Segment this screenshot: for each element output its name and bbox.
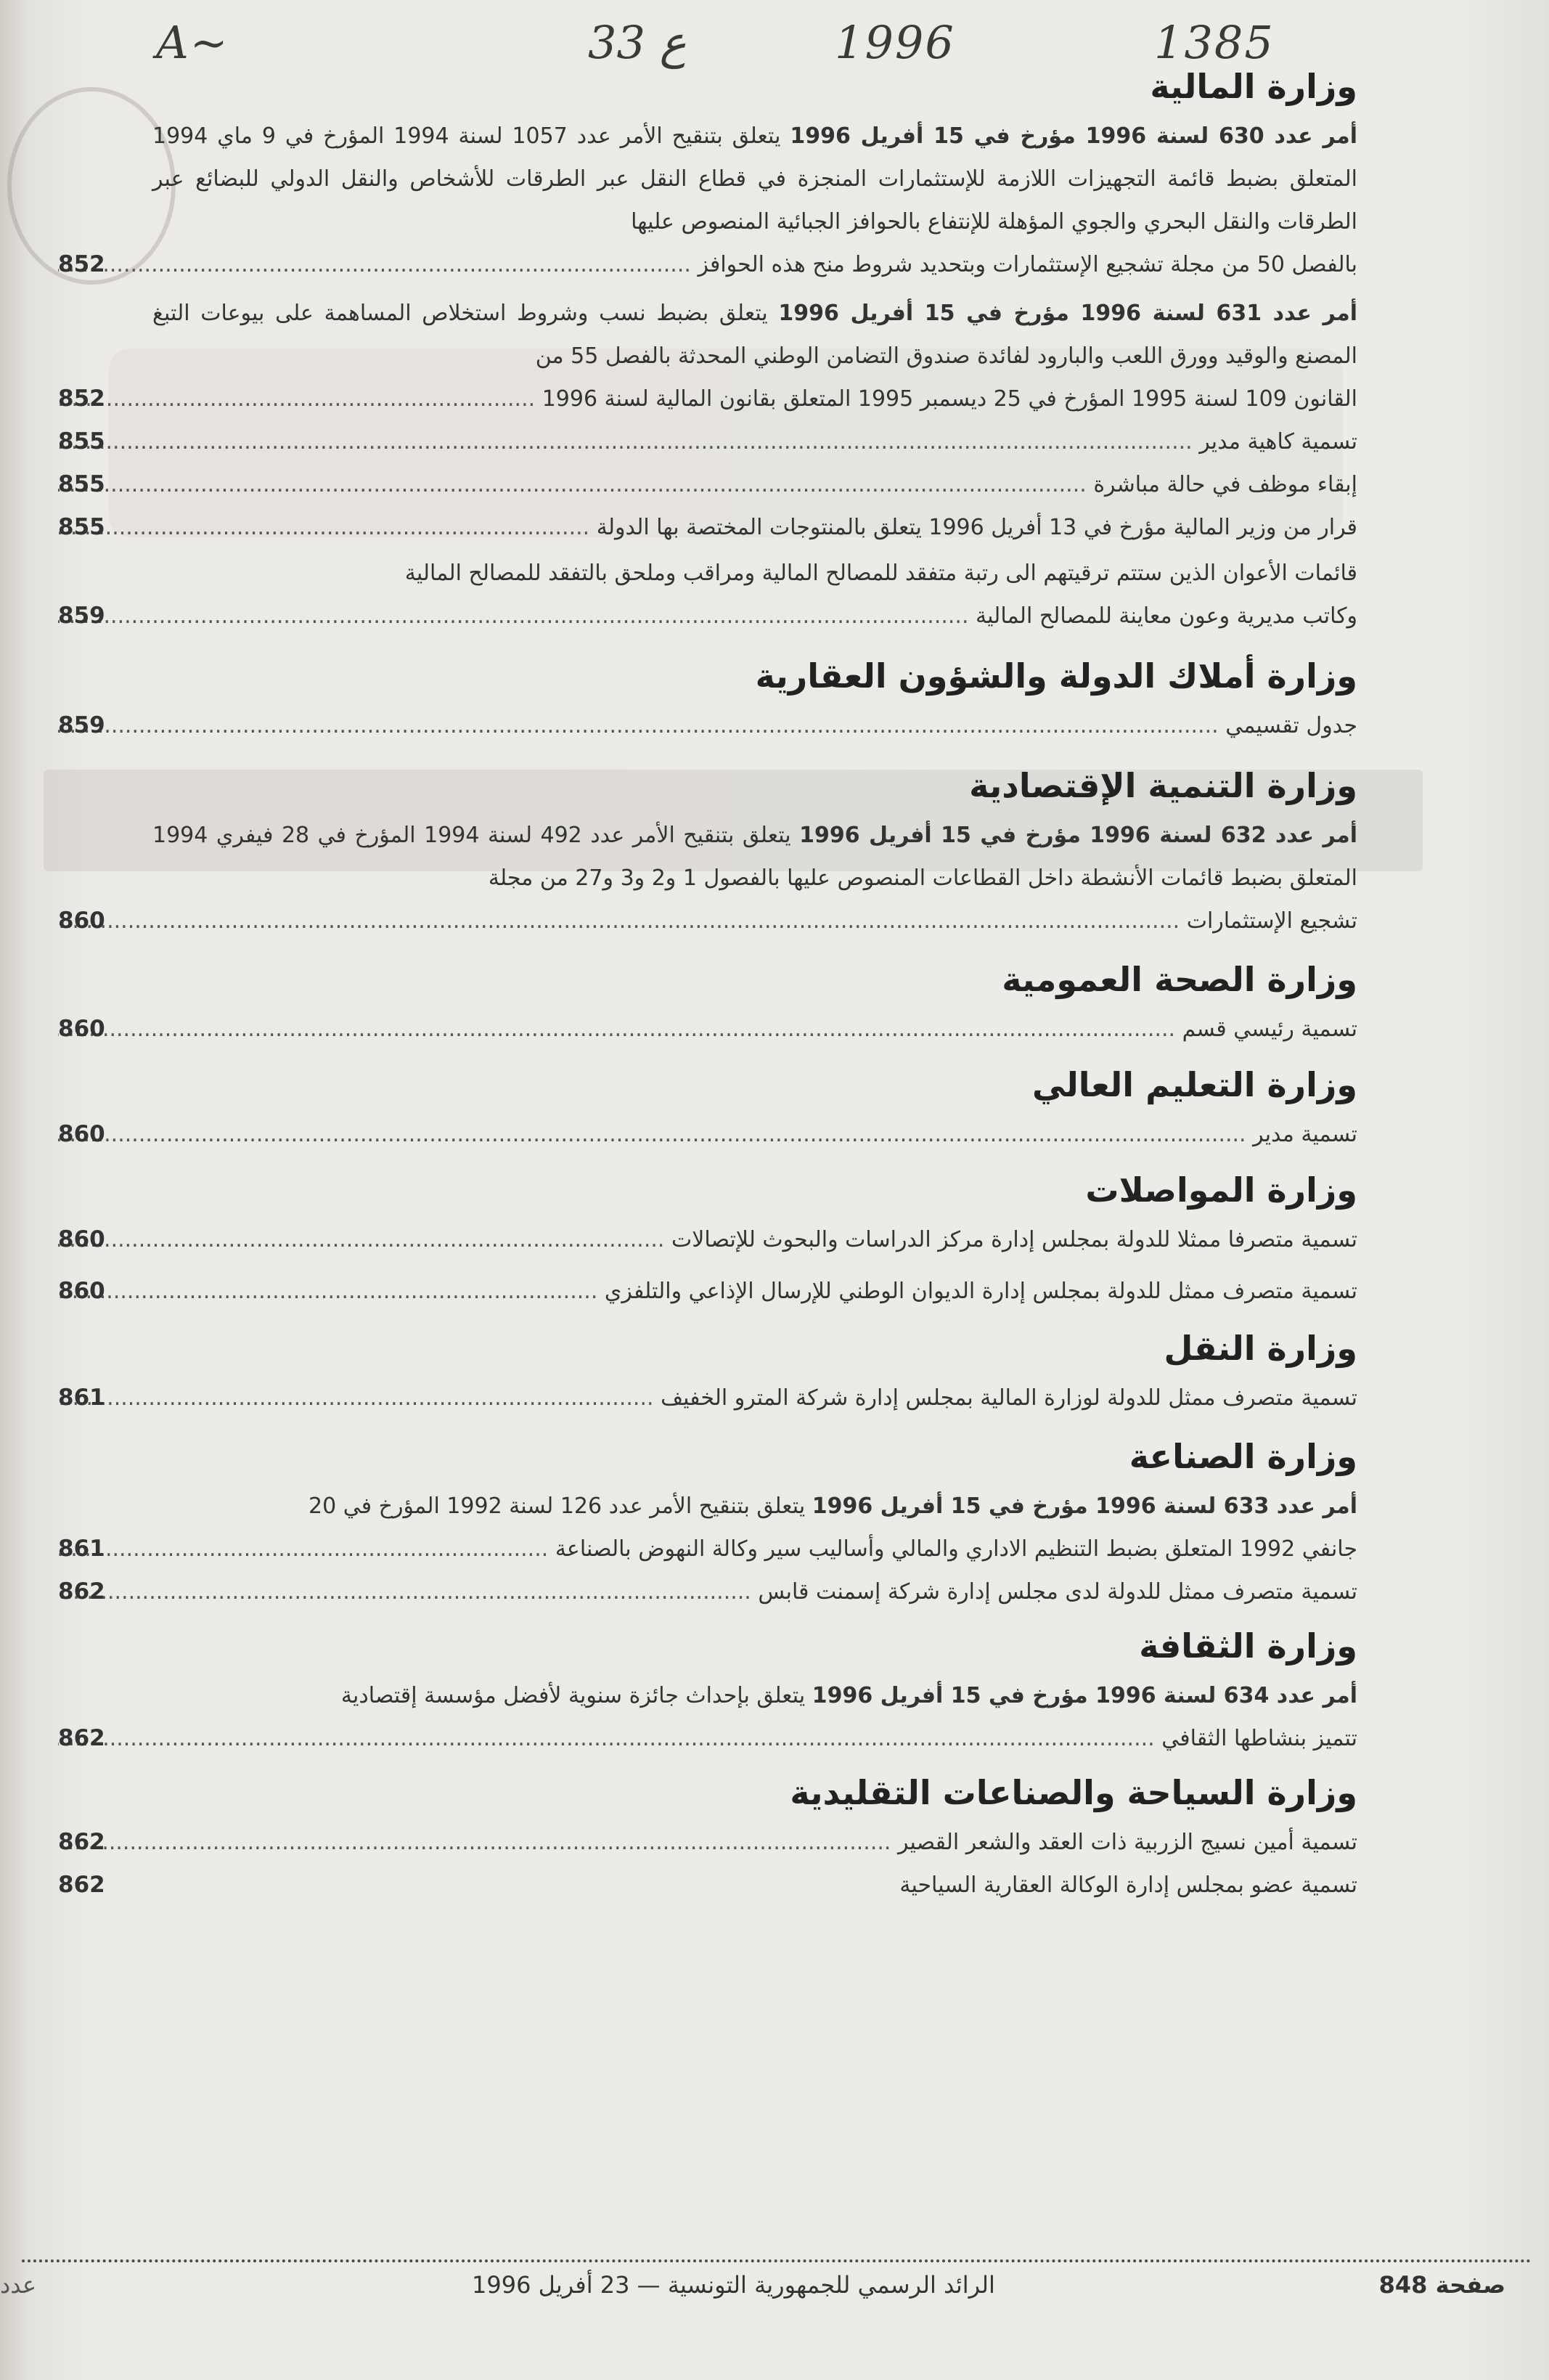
page-number: 862 <box>58 1725 105 1751</box>
page-number: 860 <box>58 1278 105 1304</box>
page-number: 862 <box>58 1829 105 1855</box>
page-number: 861 <box>58 1385 105 1411</box>
section-title-finance: وزارة المالية <box>1150 67 1357 106</box>
toc-entry <box>58 115 1357 286</box>
toc-entry <box>58 1377 1357 1419</box>
page-number: 855 <box>58 428 105 455</box>
journal-title: الرائد الرسمي للجمهورية التونسية — 23 أفريل 1996 <box>472 2271 995 2299</box>
entry-text: جدول تقسيمي ..... <box>58 704 1357 747</box>
page-number: 860 <box>58 1121 105 1147</box>
toc-entry <box>58 1218 1357 1261</box>
toc-entry <box>58 1864 1357 1907</box>
entry-text: قائمات الأعوان الذين ستتم ترقيتهم الى رتبة متفقد للمصالح المالية ومراقب وملحق بالتفقد للمصالح المالية <box>404 561 1357 586</box>
page-number: 862 <box>58 1578 105 1605</box>
section-title-state-property: وزارة أملاك الدولة والشؤون العقارية <box>755 656 1357 696</box>
toc-entry <box>58 1008 1357 1051</box>
page-number: 852 <box>58 251 105 277</box>
entry-text-last: جانفي 1992 المتعلق بضبط التنظيم الاداري والمالي وأساليب سير وكالة النهوض بالصناعة ..... <box>58 1528 1357 1570</box>
toc-entry <box>58 552 1357 637</box>
page-number: 859 <box>58 603 105 629</box>
toc-entry <box>58 814 1357 942</box>
entry-text: تسمية أمين نسيج الزربية ذات العقد والشعر القصير ..... <box>58 1821 1357 1864</box>
toc-entry <box>58 463 1357 506</box>
toc-entry <box>58 1485 1357 1570</box>
table-of-contents <box>58 58 1357 1907</box>
entry-text: تسمية عضو بمجلس إدارة الوكالة العقارية السياحية <box>899 1872 1357 1898</box>
entry-text: تسمية متصرفا ممثلا للدولة بمجلس إدارة مركز الدراسات والبحوث للإتصالات ..... <box>58 1218 1357 1261</box>
entry-text-last: تتميز بنشاطها الثقافي ..... <box>58 1717 1357 1760</box>
entry-text: إبقاء موظف في حالة مباشرة ..... <box>58 463 1357 506</box>
section-title-higher-education: وزارة التعليم العالي <box>1031 1065 1357 1104</box>
page-number: 852 <box>58 386 105 412</box>
handwritten-note-4: 1385 <box>1154 16 1275 69</box>
page-number: 855 <box>58 514 105 540</box>
page-number: 860 <box>58 1016 105 1042</box>
section-title-public-health: وزارة الصحة العمومية <box>1002 960 1357 999</box>
page-number: 859 <box>58 712 105 738</box>
section-title-transport: وزارة النقل <box>1164 1329 1357 1368</box>
entry-text: تسمية متصرف ممثل للدولة لدى مجلس إدارة شركة إسمنت قابس ..... <box>58 1570 1357 1613</box>
section-title-industry: وزارة الصناعة <box>1129 1437 1357 1476</box>
decree-number: أمر عدد 631 لسنة 1996 مؤرخ في 15 أفريل 1996 <box>778 301 1357 326</box>
entry-text: يتعلق بتنقيح الأمر عدد 492 لسنة 1994 المؤرخ في 28 فيفري 1994 المتعلق بضبط قائمات الأنشطة داخل القطاعات المنصوص عليها بالفصول 1 و2 و3 و27 من مجلة <box>152 823 1357 891</box>
entry-text: تسمية رئيسي قسم ..... <box>58 1008 1357 1051</box>
entry-text: تسمية متصرف ممثل للدولة بمجلس إدارة الديوان الوطني للإرسال الإذاعي والتلفزي ..... <box>58 1270 1357 1313</box>
page-number: 862 <box>58 1872 105 1898</box>
entry-text: تسمية كاهية مدير ..... <box>58 420 1357 463</box>
decree-number: أمر عدد 634 لسنة 1996 مؤرخ في 15 أفريل 1996 <box>812 1683 1357 1708</box>
handwritten-note-1: A~ <box>156 16 229 69</box>
decree-number: أمر عدد 633 لسنة 1996 مؤرخ في 15 أفريل 1996 <box>812 1493 1357 1519</box>
decree-number: أمر عدد 630 لسنة 1996 مؤرخ في 15 أفريل 1996 <box>790 123 1358 149</box>
toc-entry <box>58 704 1357 747</box>
decree-number: أمر عدد 632 لسنة 1996 مؤرخ في 15 أفريل 1996 <box>799 823 1357 848</box>
entry-text-last: تشجيع الإستثمارات ..... <box>58 900 1357 942</box>
page-number: 860 <box>58 1226 105 1252</box>
entry-text-last: بالفصل 50 من مجلة تشجيع الإستثمارات وبتحديد شروط منح هذه الحوافز ..... <box>58 243 1357 286</box>
section-title-tourism-handicrafts: وزارة السياحة والصناعات التقليدية <box>790 1773 1357 1812</box>
page-number: 861 <box>58 1536 105 1562</box>
section-title-economic-development: وزارة التنمية الإقتصادية <box>969 766 1357 805</box>
toc-entry <box>58 1821 1357 1864</box>
edge-fragment: عدد <box>0 2271 37 2299</box>
entry-text: يتعلق بإحداث جائزة سنوية لأفضل مؤسسة إقتصادية <box>340 1683 806 1708</box>
entry-text: يتعلق بتنقيح الأمر عدد 126 لسنة 1992 المؤرخ في 20 <box>308 1493 806 1519</box>
toc-entry <box>58 1113 1357 1156</box>
toc-entry <box>58 1270 1357 1313</box>
page-number: 855 <box>58 471 105 497</box>
entry-text: تسمية متصرف ممثل للدولة لوزارة المالية بمجلس إدارة شركة المترو الخفيف ..... <box>58 1377 1357 1419</box>
section-title-communications: وزارة المواصلات <box>1085 1170 1357 1210</box>
handwritten-note-3: 1996 <box>835 16 955 69</box>
toc-entry <box>58 420 1357 463</box>
toc-entry <box>58 1674 1357 1760</box>
entry-text-last: وكاتب مديرية وعون معاينة للمصالح المالية ..... <box>58 595 1357 637</box>
page-footer <box>0 2271 1549 2315</box>
entry-text: يتعلق بضبط نسب وشروط استخلاص المساهمة على بيوعات التبغ المصنع والوقيد وورق اللعب والبارود لفائدة صندوق التضامن الوطني المحدثة بالفصل 55 من <box>152 301 1357 369</box>
page-number-label: صفحة 848 <box>1378 2271 1505 2299</box>
toc-entry <box>58 506 1357 549</box>
toc-entry <box>58 292 1357 420</box>
entry-text: قرار من وزير المالية مؤرخ في 13 أفريل 1996 يتعلق بالمنتوجات المختصة بها الدولة ..... <box>58 506 1357 549</box>
handwritten-note-2: 33 ع <box>588 16 687 69</box>
toc-entry <box>58 1570 1357 1613</box>
page-number: 860 <box>58 908 105 934</box>
entry-text: يتعلق بتنقيح الأمر عدد 1057 لسنة 1994 المؤرخ في 9 ماي 1994 المتعلق بضبط قائمة التجهيزات اللازمة للإستثمارات المنجزة في قطاع النقل عبر الطرقات للأشخاص والنقل الدولي للبضائع عبر الطرقات والنقل البحري والجوي المؤهلة للإنتفاع بالحوافز الجبائية المنصوص عليها <box>152 123 1357 235</box>
footer-divider <box>22 2259 1532 2262</box>
entry-text: تسمية مدير ..... <box>58 1113 1357 1156</box>
section-title-culture: وزارة الثقافة <box>1139 1626 1357 1666</box>
entry-text-last: القانون 109 لسنة 1995 المؤرخ في 25 ديسمبر 1995 المتعلق بقانون المالية لسنة 1996 ..... <box>58 378 1357 420</box>
